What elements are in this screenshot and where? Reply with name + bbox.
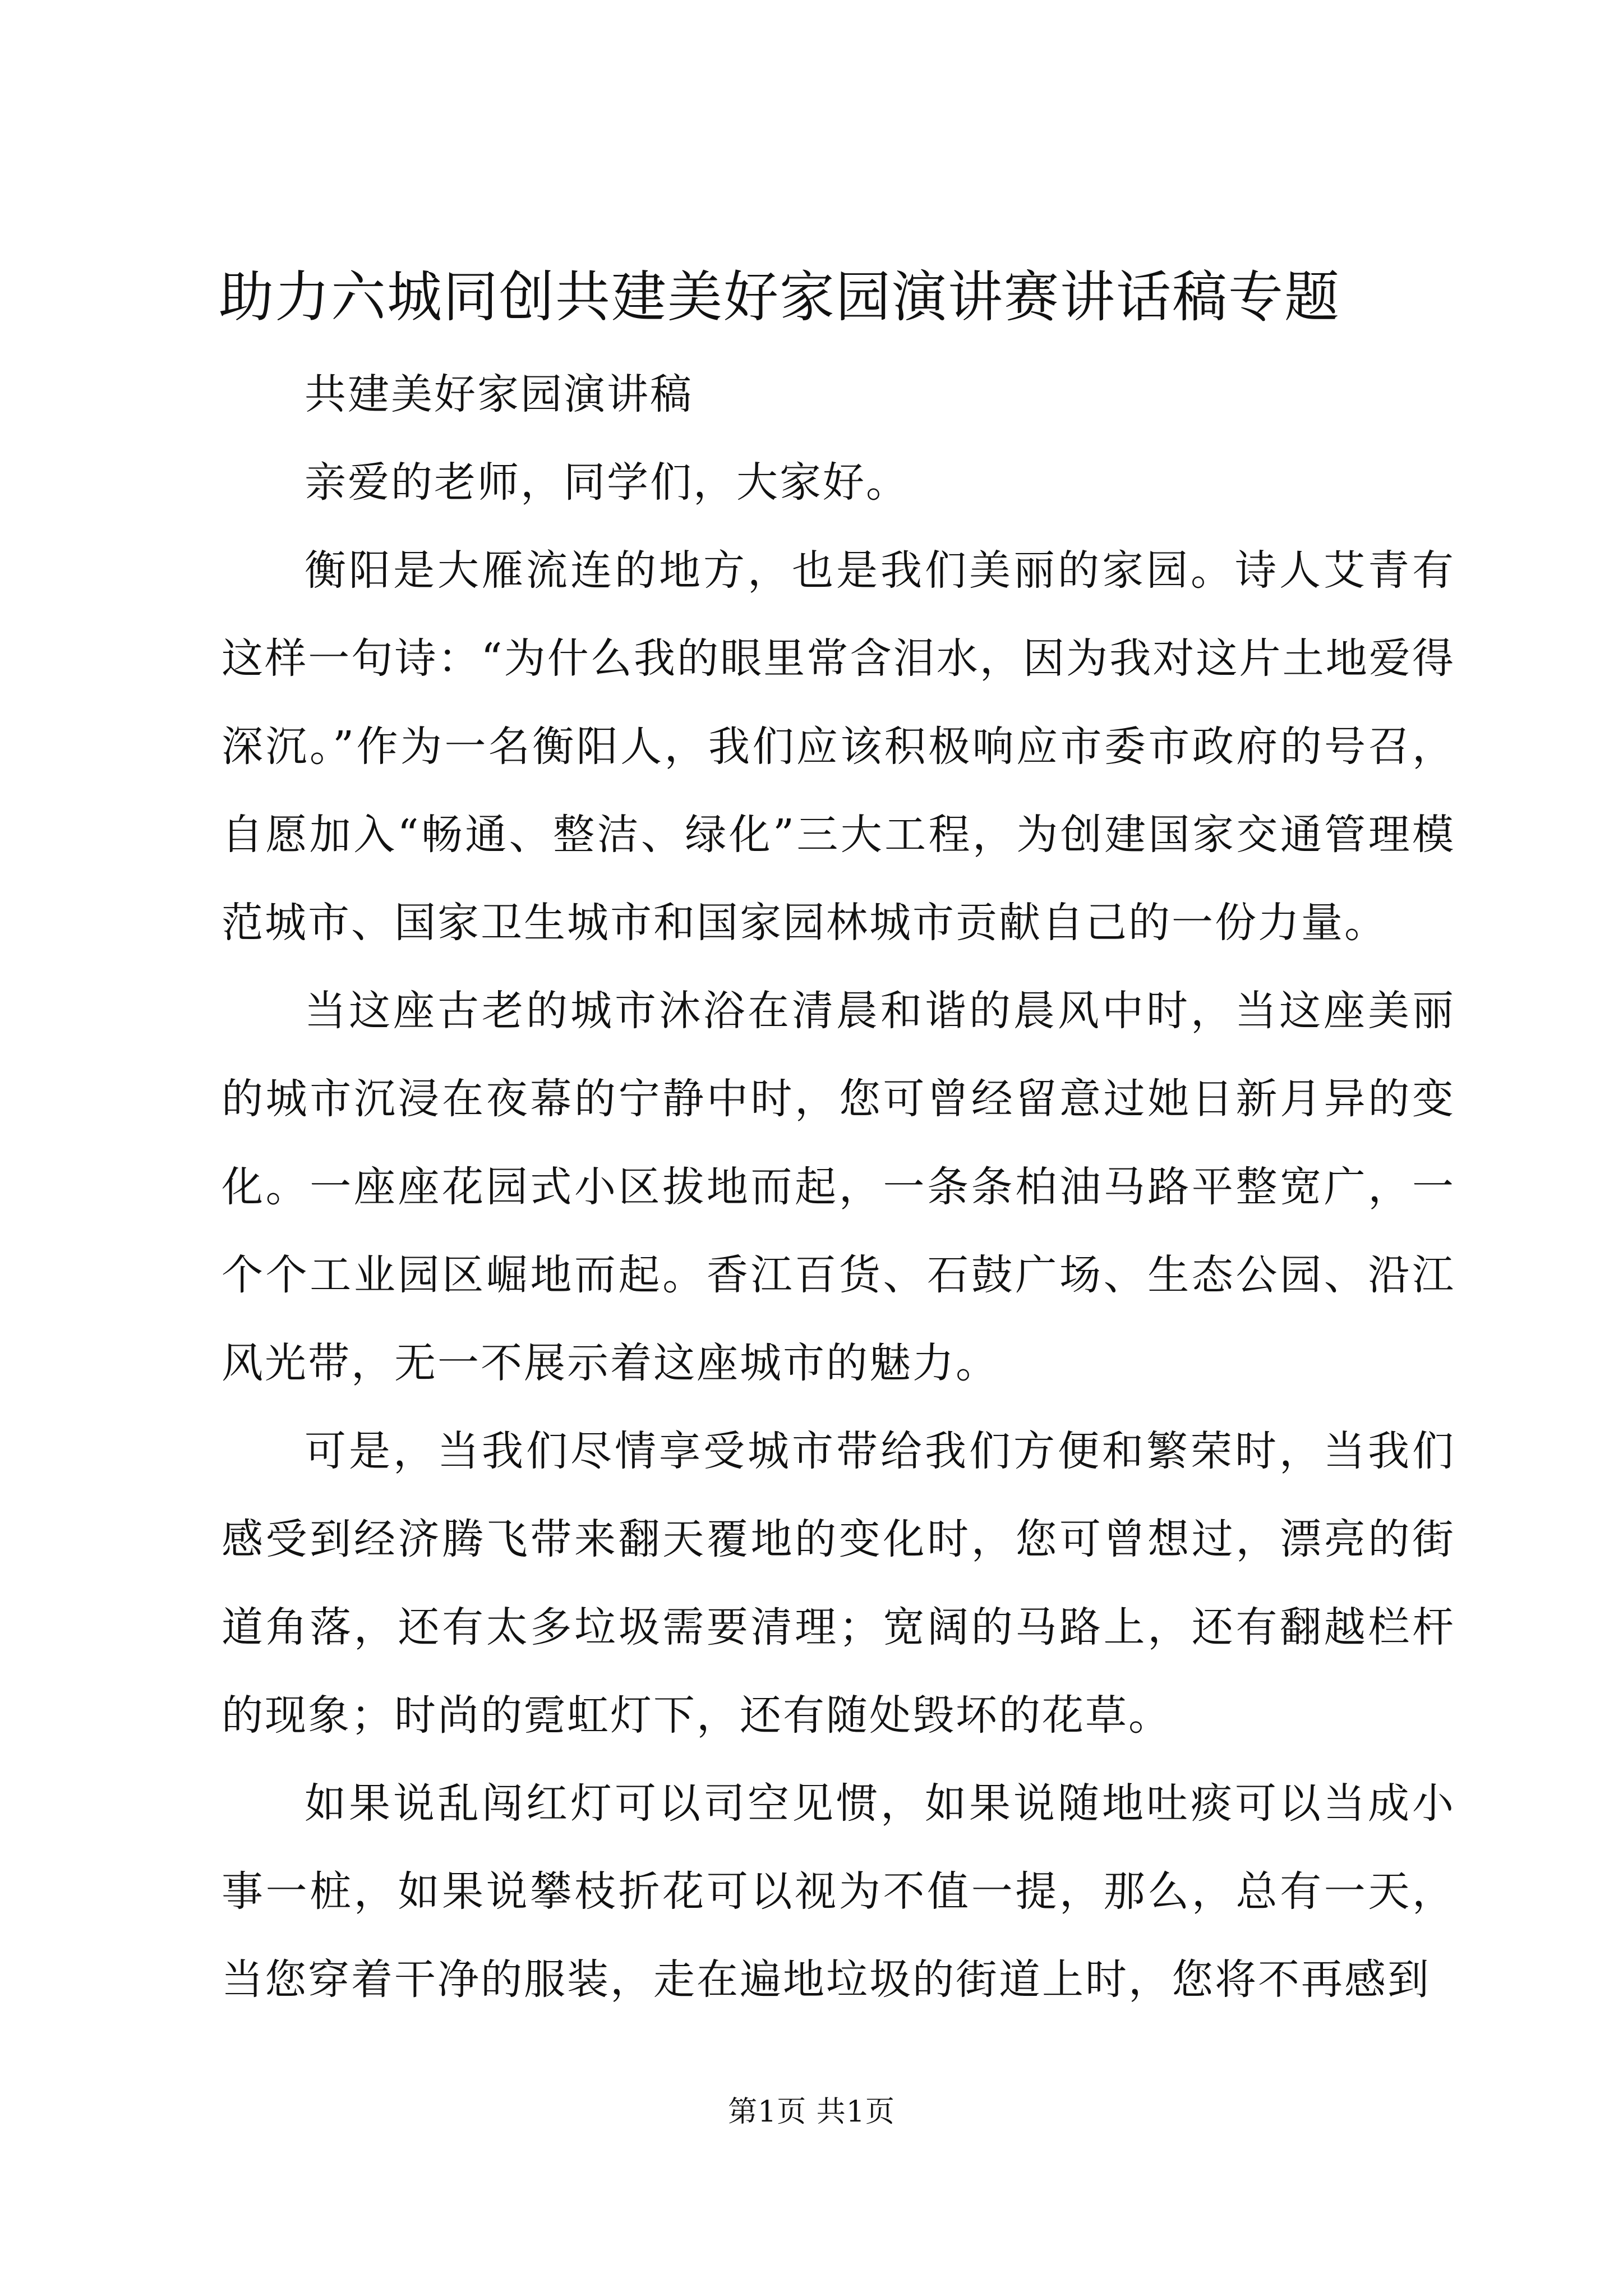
paragraph-conclusion: 如果说乱闯红灯可以司空见惯，如果说随地吐痰可以当成小事一桩，如果说攀枝折花可以视为不值一提，那么，总有一天，当您穿着干净的服装，走在遍地垃圾的街道上时，您将不再感到	[222, 1779, 1455, 2004]
document-body	[222, 351, 1455, 2024]
paragraph-greeting: 亲爱的老师，同学们，大家好。	[305, 458, 909, 507]
paragraph-problems: 可是，当我们尽情享受城市带给我们方便和繁荣时，当我们感受到经济腾飞带来翻天覆地的变化时，您可曾想过，漂亮的街道角落，还有太多垃圾需要清理；宽阔的马路上，还有翻越栏杆的现象；时尚的霓虹灯下，还有随处毁坏的花草。	[222, 1427, 1455, 1740]
paragraph-city-changes: 当这座古老的城市沐浴在清晨和谐的晨风中时，当这座美丽的城市沉浸在夜幕的宁静中时，您可曾经留意过她日新月异的变化。一座座花园式小区拔地而起，一条条柏油马路平整宽广，一个个工业园区崛地而起。香江百货、石鼓广场、生态公园、沿江风光带，无一不展示着这座城市的魅力。	[222, 987, 1455, 1387]
page-footer: 第1页 共1页	[728, 2095, 895, 2129]
document-title: 助力六城同创共建美好家园演讲赛讲话稿专题	[219, 265, 1341, 329]
paragraph-intro: 衡阳是大雁流连的地方，也是我们美丽的家园。诗人艾青有这样一句诗：“为什么我的眼里常含泪水，因为我对这片土地爱得深沉。”作为一名衡阳人，我们应该积极响应市委市政府的号召，自愿加入“畅通、整洁、绿化”三大工程，为创建国家交通管理模范城市、国家卫生城市和国家园林城市贡献自己的一份力量。	[222, 546, 1455, 947]
paragraph-subtitle: 共建美好家园演讲稿	[305, 370, 693, 418]
